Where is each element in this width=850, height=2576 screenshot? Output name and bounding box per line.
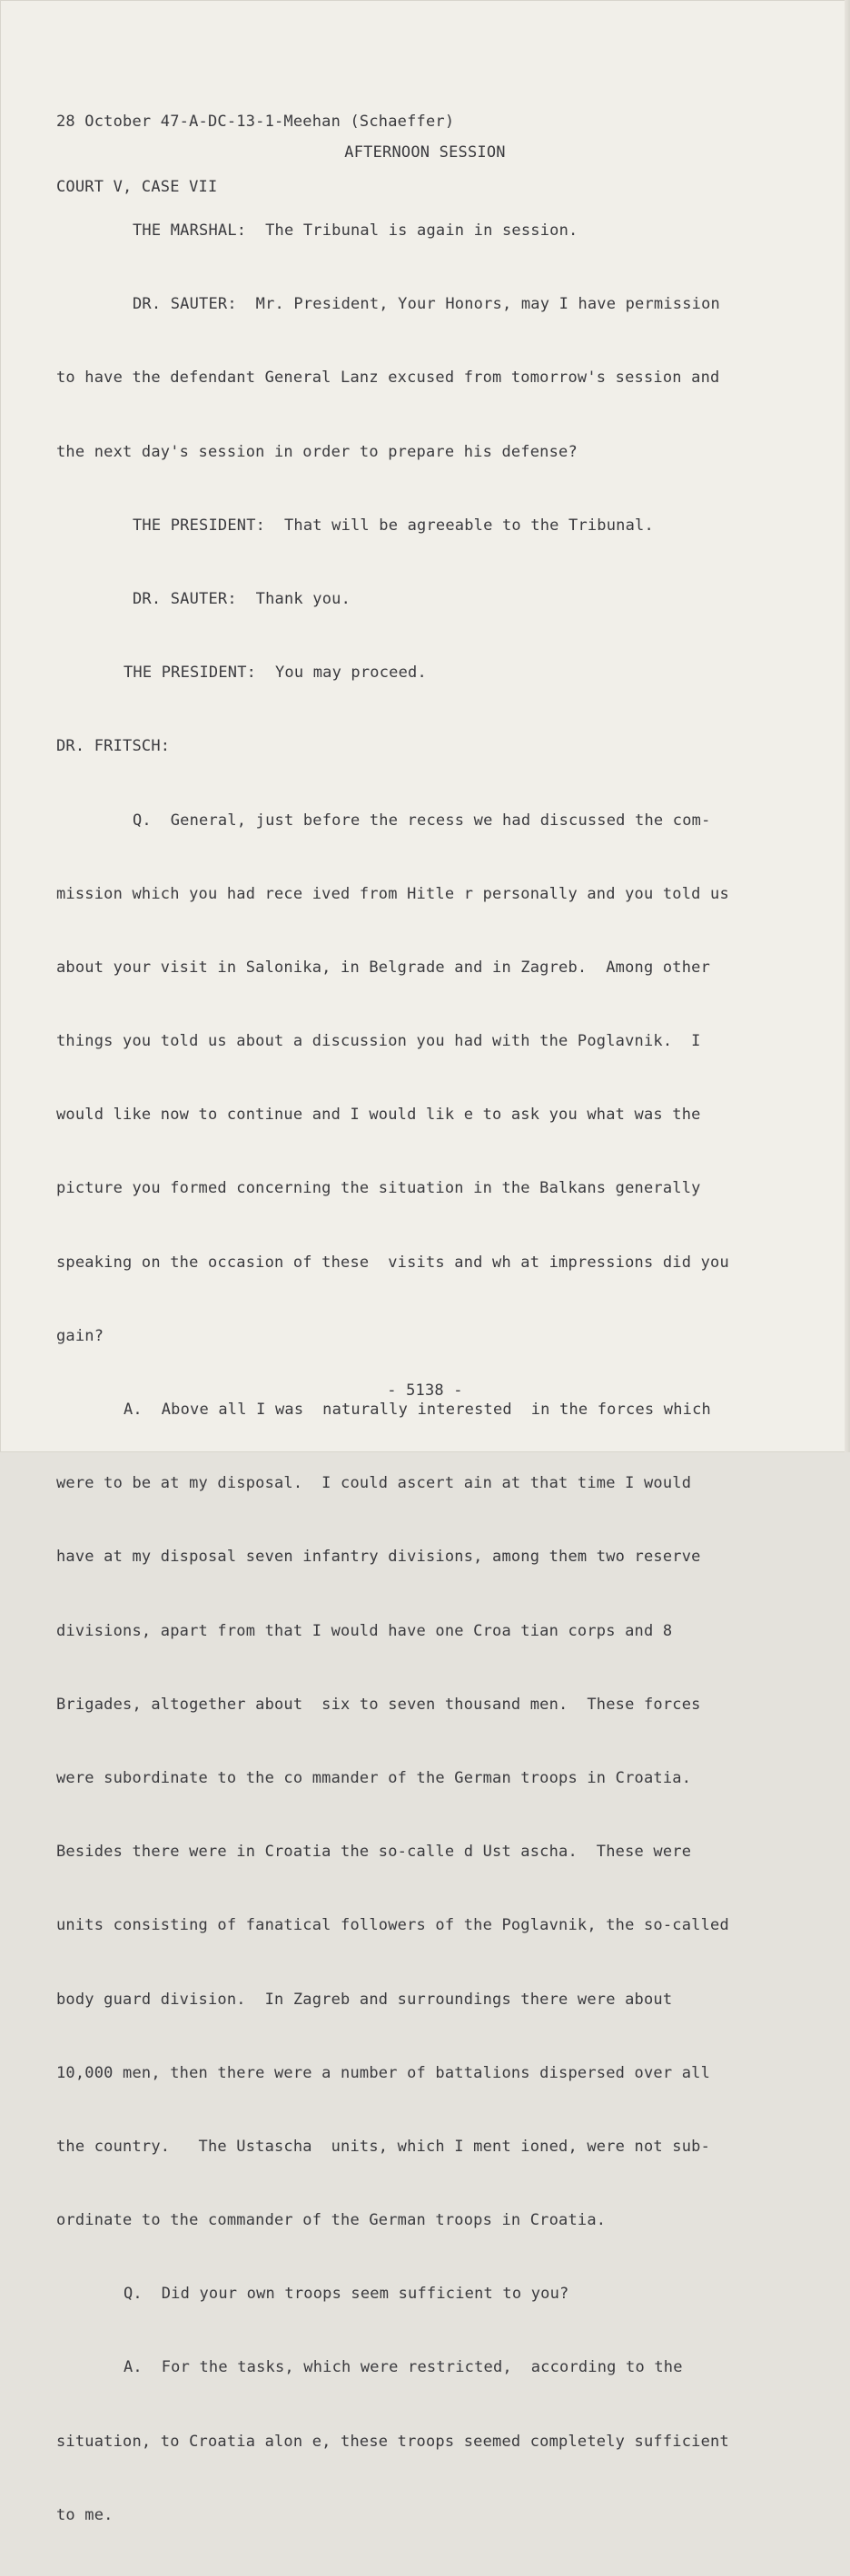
transcript-line: the country. The Ustascha units, which I ment ioned, were not sub-: [56, 2137, 711, 2156]
transcript-line: situation, to Croatia alon e, these troops seemed completely sufficient: [56, 2432, 729, 2451]
transcript-line: A. For the tasks, which were restricted, according to the: [124, 2358, 683, 2377]
transcript-line: DR. FRITSCH:: [56, 737, 171, 756]
page-number: - 5138 -: [387, 1381, 463, 1400]
transcript-line: gain?: [56, 1326, 104, 1345]
transcript-line: things you told us about a discussion you had with the Poglavnik. I: [56, 1032, 701, 1051]
transcript-line: were subordinate to the co mmander of the German troops in Croatia.: [56, 1768, 692, 1787]
transcript-line: were to be at my disposal. I could ascert ain at that time I would: [56, 1474, 692, 1493]
transcript-line: DR. SAUTER: Thank you.: [133, 589, 351, 608]
transcript-line: units consisting of fanatical followers of the Poglavnik, the so-called: [56, 1916, 729, 1935]
transcript-line: to me.: [56, 2505, 114, 2524]
transcript-line: body guard division. In Zagreb and surroundings there were about: [56, 1990, 673, 2009]
transcript-line: to have the defendant General Lanz excused from tomorrow's session and: [56, 369, 720, 388]
transcript-body: [56, 182, 729, 2576]
transcript-line: would like now to continue and I would lik e to ask you what was the: [56, 1106, 701, 1125]
transcript-line: mission which you had rece ived from Hitle r personally and you told us: [56, 884, 729, 903]
page-edge-shadow: [845, 0, 850, 1452]
transcript-line: picture you formed concerning the situation in the Balkans generally: [56, 1179, 701, 1198]
transcript-line: Q. Did your own troops seem sufficient to you?: [124, 2285, 569, 2304]
transcript-line: speaking on the occasion of these visits and wh at impressions did you: [56, 1253, 729, 1272]
transcript-line: Besides there were in Croatia the so-calle d Ust ascha. These were: [56, 1843, 692, 1862]
transcript-line: THE MARSHAL: The Tribunal is again in session.: [133, 221, 578, 240]
transcript-line: ordinate to the commander of the German troops in Croatia.: [56, 2211, 607, 2230]
transcript-line: THE PRESIDENT: That will be agreeable to the Tribunal.: [133, 516, 654, 535]
header-date-reference: 28 October 47-A-DC-13-1-Meehan (Schaeffer): [56, 113, 455, 131]
transcript-line: THE PRESIDENT: You may proceed.: [124, 664, 427, 683]
header-court-case: COURT V, CASE VII: [56, 178, 218, 196]
transcript-line: divisions, apart from that I would have one Croa tian corps and 8: [56, 1621, 673, 1640]
session-title: AFTERNOON SESSION: [344, 143, 506, 162]
transcript-line: DR. SAUTER: Mr. President, Your Honors, may I have permission: [133, 295, 720, 314]
transcript-line: Q. General, just before the recess we had discussed the com-: [133, 811, 711, 830]
transcript-line: 10,000 men, then there were a number of battalions dispersed over all: [56, 2063, 711, 2082]
transcript-line: the next day's session in order to prepare his defense?: [56, 442, 578, 461]
transcript-line: Brigades, altogether about six to seven thousand men. These forces: [56, 1695, 701, 1714]
transcript-line: have at my disposal seven infantry divisions, among them two reserve: [56, 1548, 701, 1567]
transcript-line: A. Above all I was naturally interested in the forces which: [124, 1401, 711, 1419]
transcript-line: about your visit in Salonika, in Belgrade and in Zagreb. Among other: [56, 958, 711, 977]
